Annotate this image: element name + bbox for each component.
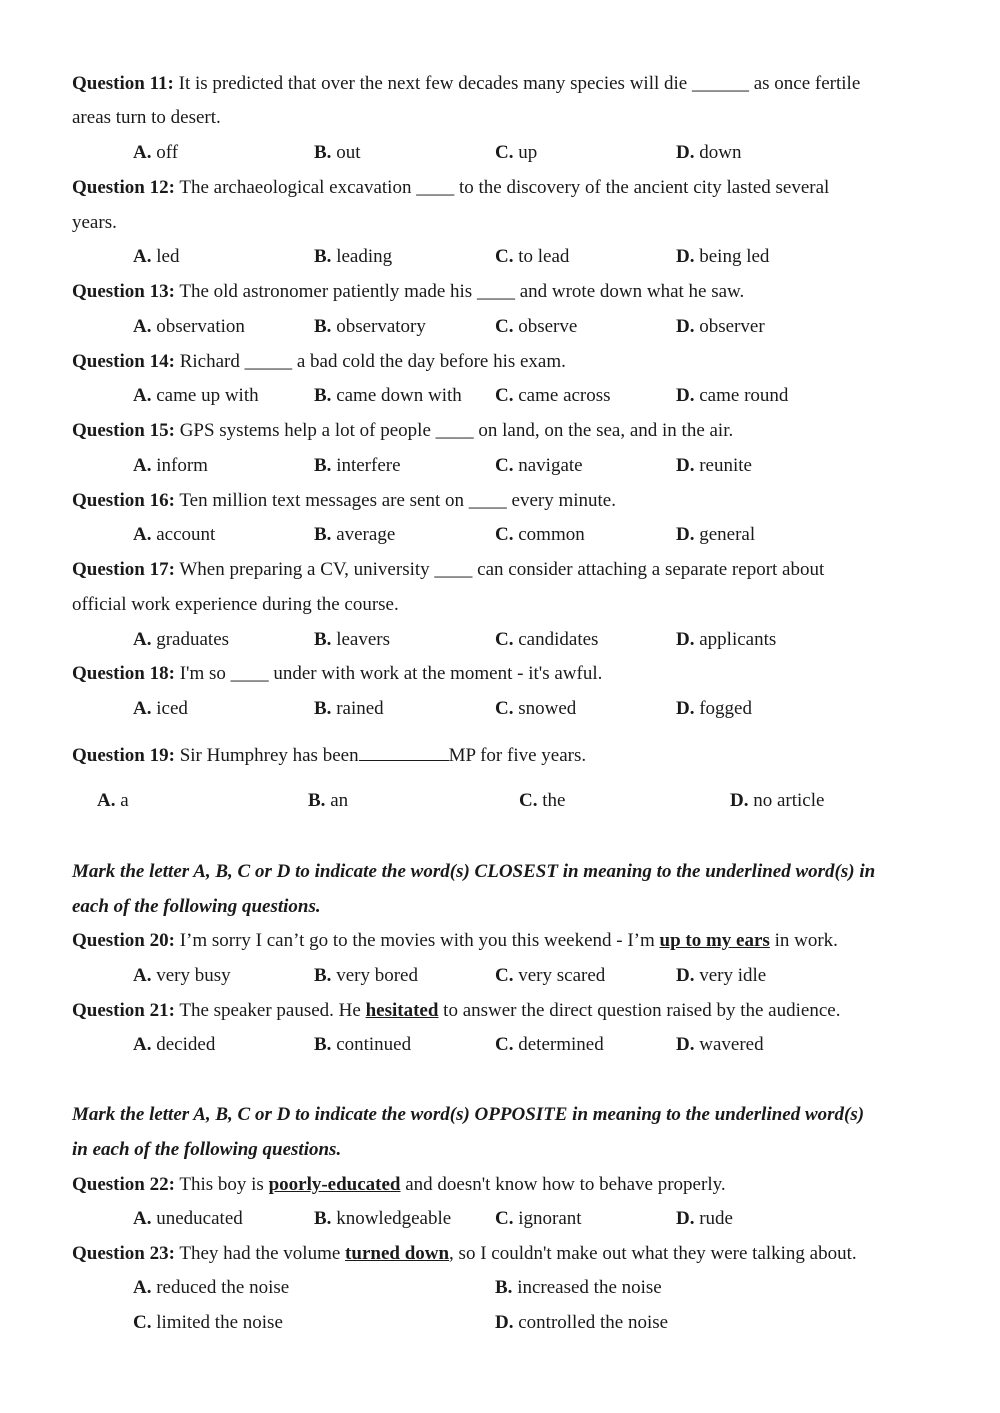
question-text: Richard _____ a bad cold the day before his exam.	[179, 351, 566, 372]
option-c[interactable]: C. candidates	[495, 629, 599, 650]
question-text-post: MP for five years.	[448, 745, 587, 766]
option-a[interactable]: A. graduates	[133, 629, 230, 650]
question-21-stem: Question 21: The speaker paused. He hesitated to answer the direct question raised by the audience.	[72, 1000, 841, 1021]
option-c[interactable]: C. ignorant	[495, 1208, 582, 1229]
option-b[interactable]: B. rained	[314, 698, 384, 719]
option-c[interactable]: C. up	[495, 142, 538, 163]
section-instruction-closest-cont: each of the following questions.	[72, 896, 321, 917]
question-label: Question 23:	[72, 1243, 175, 1264]
underlined-phrase: turned down	[345, 1243, 450, 1264]
option-d[interactable]: D. general	[676, 524, 756, 545]
option-d[interactable]: D. down	[676, 142, 742, 163]
section-instruction-opposite: Mark the letter A, B, C or D to indicate the word(s) OPPOSITE in meaning to the underlined word(s)	[72, 1104, 865, 1125]
option-d[interactable]: D. no article	[730, 790, 825, 811]
option-b[interactable]: B. interfere	[314, 455, 401, 476]
question-15-stem	[72, 419, 733, 443]
question-label: Question 21:	[72, 1000, 175, 1021]
question-17-stem-cont: official work experience during the course.	[72, 594, 399, 615]
option-a[interactable]: A. inform	[133, 455, 208, 476]
question-label: Question 12:	[72, 177, 175, 198]
question-text: The archaeological excavation ____ to the discovery of the ancient city lasted several	[179, 177, 830, 198]
option-b[interactable]: B. an	[308, 790, 349, 811]
underlined-phrase: up to my ears	[659, 930, 770, 951]
option-c[interactable]: C. the	[519, 790, 566, 811]
option-a[interactable]: A. iced	[133, 698, 188, 719]
question-23-stem: Question 23: They had the volume turned down, so I couldn't make out what they were talking about.	[72, 1243, 857, 1264]
option-d[interactable]: D. came round	[676, 385, 789, 406]
question-label: Question 14:	[72, 351, 175, 372]
question-text: It is predicted that over the next few decades many species will die ______ as once fertile	[178, 73, 861, 94]
question-13-stem	[72, 280, 744, 304]
question-label: Question 17:	[72, 559, 175, 580]
option-d[interactable]: D. observer	[676, 316, 765, 337]
option-d[interactable]: D. fogged	[676, 698, 752, 719]
option-a[interactable]: A. account	[133, 524, 216, 545]
question-text: The old astronomer patiently made his ____ and wrote down what he saw.	[179, 281, 745, 302]
option-c[interactable]: C. came across	[495, 385, 611, 406]
question-text: I'm so ____ under with work at the moment - it's awful.	[179, 663, 603, 684]
option-d[interactable]: D. rude	[676, 1208, 733, 1229]
question-11-stem-cont: areas turn to desert.	[72, 107, 221, 128]
option-b[interactable]: B. knowledgeable	[314, 1208, 452, 1229]
question-18-stem	[72, 662, 602, 686]
option-d[interactable]: D. controlled the noise	[495, 1312, 669, 1333]
question-19-stem	[72, 744, 586, 768]
question-label: Question 20:	[72, 930, 175, 951]
option-b[interactable]: B. observatory	[314, 316, 426, 337]
option-c[interactable]: C. determined	[495, 1034, 604, 1055]
option-a[interactable]: A. a	[97, 790, 129, 811]
question-text: When preparing a CV, university ____ can consider attaching a separate report about	[179, 559, 825, 580]
option-a[interactable]: A. uneducated	[133, 1208, 243, 1229]
option-c[interactable]: C. common	[495, 524, 585, 545]
option-a[interactable]: A. reduced the noise	[133, 1277, 290, 1298]
question-22-stem: Question 22: This boy is poorly-educated and doesn't know how to behave properly.	[72, 1174, 726, 1195]
question-12-stem-cont: years.	[72, 212, 117, 233]
option-d[interactable]: D. reunite	[676, 455, 752, 476]
option-d[interactable]: D. very idle	[676, 965, 767, 986]
option-a[interactable]: A. came up with	[133, 385, 259, 406]
option-c[interactable]: C. limited the noise	[133, 1312, 283, 1333]
option-a[interactable]: A. off	[133, 142, 179, 163]
question-label: Question 16:	[72, 490, 175, 511]
option-a[interactable]: A. observation	[133, 316, 245, 337]
option-b[interactable]: B. out	[314, 142, 361, 163]
question-14-stem	[72, 350, 566, 374]
option-d[interactable]: D. wavered	[676, 1034, 764, 1055]
option-a[interactable]: A. very busy	[133, 965, 231, 986]
question-label: Question 13:	[72, 281, 175, 302]
question-12-stem	[72, 176, 829, 200]
option-b[interactable]: B. average	[314, 524, 396, 545]
question-label: Question 22:	[72, 1174, 175, 1195]
option-b[interactable]: B. increased the noise	[495, 1277, 662, 1298]
question-label: Question 15:	[72, 420, 175, 441]
question-text: Ten million text messages are sent on ____ every minute.	[179, 490, 616, 511]
option-a[interactable]: A. led	[133, 246, 180, 267]
option-c[interactable]: C. to lead	[495, 246, 570, 267]
question-label: Question 11:	[72, 73, 174, 94]
question-label: Question 18:	[72, 663, 175, 684]
option-b[interactable]: B. came down with	[314, 385, 462, 406]
question-text: GPS systems help a lot of people ____ on land, on the sea, and in the air.	[179, 420, 734, 441]
question-text-pre: Sir Humphrey has been	[179, 745, 359, 766]
option-c[interactable]: C. navigate	[495, 455, 583, 476]
question-11-stem	[72, 72, 860, 96]
question-17-stem	[72, 558, 824, 582]
option-a[interactable]: A. decided	[133, 1034, 216, 1055]
question-label: Question 19:	[72, 745, 175, 766]
underlined-phrase: hesitated	[365, 1000, 439, 1021]
option-c[interactable]: C. observe	[495, 316, 578, 337]
question-20-stem: Question 20: I’m sorry I can’t go to the movies with you this weekend - I’m up to my ears in work.	[72, 930, 838, 951]
option-d[interactable]: D. applicants	[676, 629, 777, 650]
option-c[interactable]: C. snowed	[495, 698, 577, 719]
section-instruction-opposite-cont: in each of the following questions.	[72, 1139, 342, 1160]
option-b[interactable]: B. very bored	[314, 965, 418, 986]
option-b[interactable]: B. continued	[314, 1034, 412, 1055]
underlined-phrase: poorly-educated	[268, 1174, 401, 1195]
option-d[interactable]: D. being led	[676, 246, 770, 267]
option-b[interactable]: B. leavers	[314, 629, 390, 650]
option-c[interactable]: C. very scared	[495, 965, 606, 986]
section-instruction-closest: Mark the letter A, B, C or D to indicate the word(s) CLOSEST in meaning to the underlined word(s) in	[72, 861, 876, 882]
option-b[interactable]: B. leading	[314, 246, 393, 267]
question-16-stem	[72, 489, 616, 513]
answer-blank	[359, 746, 449, 761]
